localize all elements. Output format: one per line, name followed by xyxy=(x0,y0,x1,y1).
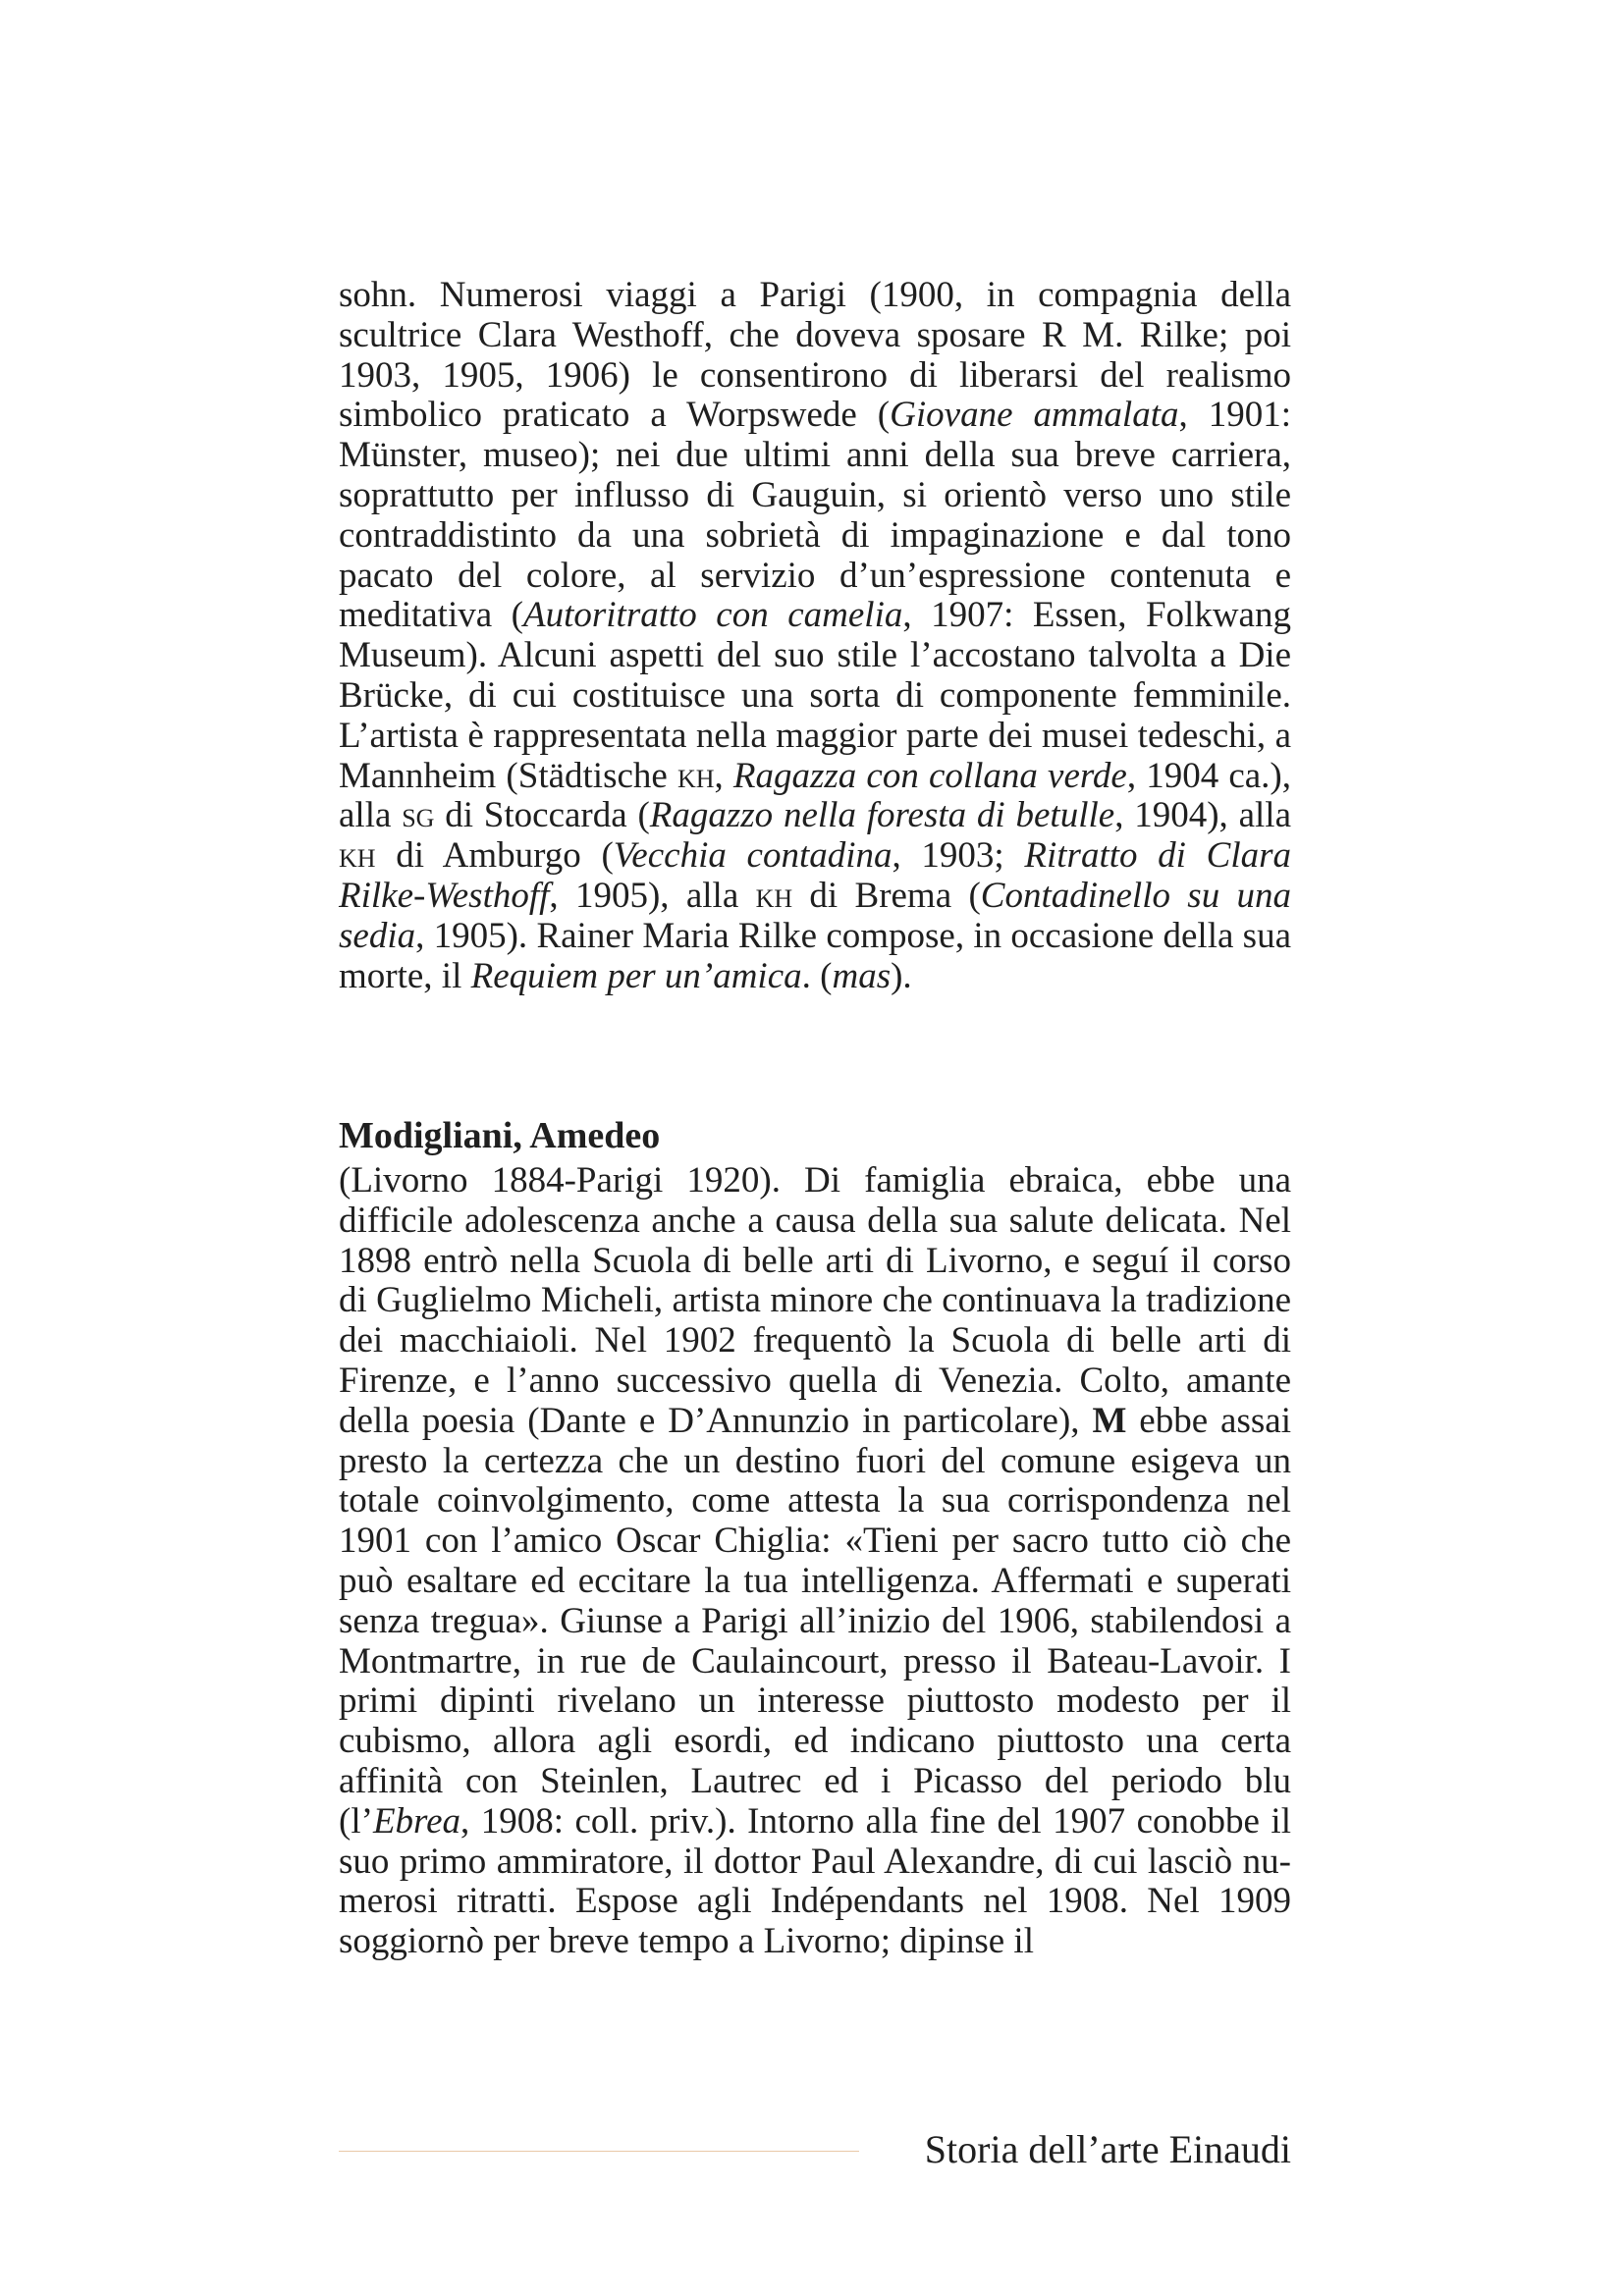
footer-rule xyxy=(339,2151,859,2152)
footer-title: Storia dell’arte Einaudi xyxy=(924,2127,1291,2171)
entry-modigliani-text xyxy=(339,1161,1291,1962)
entry-becker-text xyxy=(339,276,1291,996)
entry-modigliani-paragraph: (Livorno 1884-Parigi 1920). Di famiglia ebraica, ebbe una difficile adolescenza anche a causa della sua salute delicata. Nel 1898 entrò nella Scuola di belle arti di Livorno, e seguí il corso di Guglielmo Micheli, artista minore che continuava la tradizione dei macchiaioli. Nel 1902 frequentò la Scuola di belle arti di Firenze, e l’anno successivo quella di Venezia. Colto, amante della poesia (Dante e D’Annunzio in particolare), M ebbe assai presto la certezza che un destino fuori del comune esigeva un totale coinvolgimento, come attesta la sua corrispondenza nel 1901 con l’amico Oscar Chiglia: «Tieni per sacro tutto ciò che può esaltare ed eccitare la tua intelligenza. Affermati e superati senza tregua». Giunse a Parigi all’inizio del 1906, stabilendosi a Montmartre, in rue de Caulaincourt, presso il Bateau-Lavoir. I primi dipinti rivelano un interesse piuttosto modesto per il cubismo, allora agli esordi, ed indicano piuttosto una certa affinità con Steinlen, Lautrec ed i Picasso del periodo blu (l’Ebrea, 1908: coll. priv.). Intorno alla fine del 1907 conobbe il suo primo ammiratore, il dottor Paul Alexandre, di cui lasciò numerosi ritratti. Espose agli Indépendants nel 1908. Nel 1909 soggiornò per breve tempo a Livorno; dipinse il xyxy=(339,1160,1291,1962)
entry-becker-paragraph: sohn. Numerosi viaggi a Parigi (1900, in compagnia della scultrice Clara Westhoff, che doveva sposare R M. Rilke; poi 1903, 1905, 1906) le consentirono di liberarsi del realismo simbolico praticato a Worpswede (Giovane ammalata, 1901: Münster, museo); nei due ultimi anni della sua breve carriera, soprattutto per influsso di Gauguin, si orientò verso uno stile contraddistinto da una sobrietà di impaginazione e dal tono pacato del colore, al servizio d’un’espressione contenuta e meditativa (Autoritratto con camelia, 1907: Essen, Folkwang Museum). Alcuni aspetti del suo stile l’accostano talvolta a Die Brücke, di cui costituisce una sorta di componente femminile. L’artista è rappresentata nella maggior parte dei musei tedeschi, a Mannheim (Städtische kh, Ragazza con collana verde, 1904 ca.), alla sg di Stoccarda (Ragazzo nella foresta di betulle, 1904), alla kh di Amburgo (Vecchia contadina, 1903; Ritratto di Clara Rilke-Westhoff, 1905), alla kh di Brema (Contadinello su una sedia, 1905). Rainer Maria Rilke compose, in occasione della sua morte, il Requiem per un’amica. (mas). xyxy=(339,275,1291,996)
entry-heading-modigliani: Modigliani, Amedeo xyxy=(339,1115,661,1156)
